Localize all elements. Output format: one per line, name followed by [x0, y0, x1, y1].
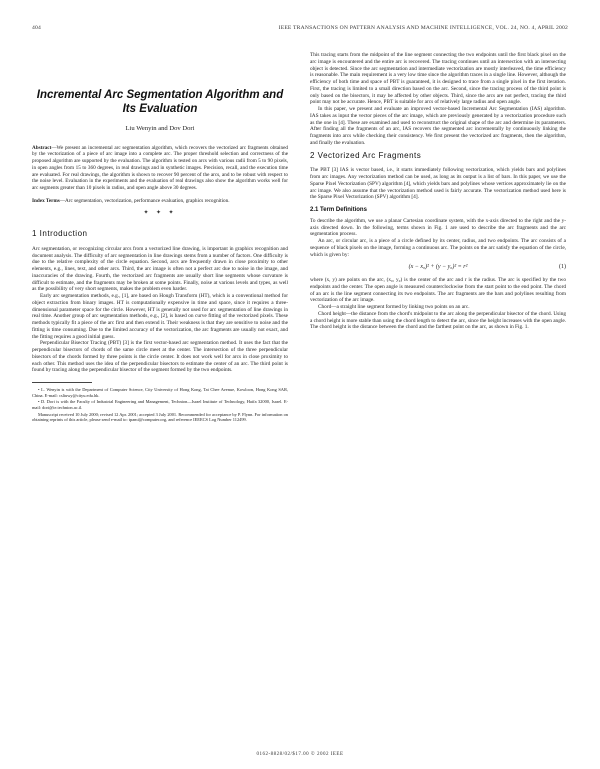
- section-heading-introduction: 1 Introduction: [32, 229, 88, 239]
- section-heading-vectorized-arc-fragments: 2 Vectorized Arc Fragments: [310, 150, 422, 160]
- paragraph: where (x, y) are points on the arc, (x₀, y₀) is the center of the arc and r is the radius. The arc is specified by the two endpoints and the center. The open angle is measured counterclockwise from the start point to the end point. The chord of an arc is the line segment connecting its two endpoints. The arc fragments are the bars and polylines resulting from vectorization of the arc image.: [310, 277, 566, 304]
- footnote: Manuscript received 10 July 2000; revised 12 Apr. 2001; accepted 3 July 2001. Recommended for acceptance by P. Flynn. For information on obtaining reprints of this article, please send e-mail to: tpami@computer.org, and reference IEEECS Log Number 112499.: [32, 411, 288, 423]
- paper-authors: Liu Wenyin and Dov Dori: [125, 125, 195, 132]
- circle-equation: [310, 264, 566, 271]
- paragraph: The PBT [3] IAS is vector based, i.e., it starts immediately following vectorization, which yields bars and polylines from arc images. Any vectorization method can be used, as long as its output is a list of bars. In this paper, we use the Sparse Pixel Vectorization (SPV) algorithm [4], which yields bars and polylines whose vertices approximately lie on the arc image. We also assume that the vectorization method used is fairly accurate. The vectorization method used here is the Sparse Pixel Vectorization (SPV) algorithm [4].: [310, 167, 566, 201]
- abstract: [32, 145, 288, 192]
- footnotes: [32, 387, 288, 423]
- page-number: 404: [32, 25, 41, 31]
- paragraph: An arc, or circular arc, is a piece of a circle defined by its center, radius, and two endpoints. The arc consists of a sequence of black pixels on the image, forming a continuous arc. The points on the arc satisfy the equation of the circle, which is given by:: [310, 238, 566, 258]
- journal-name: IEEE TRANSACTIONS ON PATTERN ANALYSIS AND MACHINE INTELLIGENCE, VOL. 24, NO. 4, APRIL 2002: [278, 25, 568, 31]
- footnote-rule: [32, 382, 92, 383]
- index-terms: [32, 198, 288, 205]
- paper-title: Incremental Arc Segmentation Algorithm and Its Evaluation: [36, 89, 284, 115]
- left-column: [32, 52, 288, 424]
- index-terms-text: —Arc segmentation, vectorization, performance evaluation, graphics recognition.: [59, 197, 230, 204]
- running-header: [32, 22, 568, 34]
- paragraph: Early arc segmentation methods, e.g., [1], are based on Hough Transform (HT), which is a conventional method for object extraction from binary images. HT is computationally expensive in time and space, since it requires a three-dimensional parameter space for the circle. However, HT is generally not used for arc segmentation of line drawings in real time. Another group of arc segmentation methods, e.g., [2], is based on curve fitting of the vectorized pixels. These methods typically fit a piece of the arc first and then extend it. Their weakness is that they are sensitive to noise and the fitting is time consuming. Due to the limited accuracy of the vectorization, the arc fragments are usually not exact, and the fitting requires a good initial guess.: [32, 293, 288, 340]
- paragraph: Perpendicular Bisector Tracing (PBT) [3] is the first vector-based arc segmentation method. It uses the fact that the perpendicular bisectors of chords of the same circle meet at the center. The intersection of the three perpendicular bisectors of the chords formed by three points is the circle center. It does not work well for arcs in close proximity to each other. This method uses the idea of the perpendicular bisectors to estimate the center of an arc. The third point is found by tracing along the perpendicular bisector of the segment formed by the two endpoints.: [32, 340, 288, 374]
- equation-number: (1): [559, 264, 566, 271]
- subsection-heading-term-definitions: 2.1 Term Definitions: [310, 207, 367, 213]
- paragraph: Chord—a straight line segment formed by linking two points on an arc.: [318, 304, 470, 310]
- equation-text: (x − x₀)² + (y − y₀)² = r²: [408, 264, 468, 271]
- index-terms-label: Index Terms: [32, 197, 60, 204]
- abstract-text: —We present an incremental arc segmentation algorithm, which recovers the vectorized arc fragments obtained by the vectorization of a piece of arc image into a complete arc. The proper threshold selection and correctness of the proposed algorithm are supported by the evaluation. The algorithm is tested on arcs with various radii from 5 to 90 pixels, in open angles from 15 to 360 degrees, in real drawings and in synthetic images. Precision, recall, and the execution time are evaluated. For real drawings, the algorithm is shown to recover 90 percent of the arcs, and to be robust with respect to the noise level. Evaluation in the experiments and the evaluation of real drawings also show the algorithm works well for arc segments greater than 10 pixels in radius, and open angle above 30 degrees.: [32, 144, 288, 191]
- paragraph: Arc segmentation, or recognizing circular arcs from a vectorized line drawing, is important in graphics recognition and document analysis. The difficulty of arc segmentation in line drawings stems from a number of factors. One difficulty is due to the relative complexity of the circle equation. Second, arcs are frequently drawn in close proximity to other elements, e.g., lines, text, and other arcs. Third, the arc image is often not a perfect arc due to noise in the image, and inaccuracies of the drawing. Fourth, the vectorized arc fragments are usually short line segments whose curvature is difficult to estimate, and the fragments may be broken at some points. Finally, noise at various levels and types, as well as the possibility of very short segments, makes the problem even harder.: [32, 245, 288, 293]
- page-footer: 0162-8828/02/$17.00 © 2002 IEEE: [256, 752, 344, 757]
- paragraph: To describe the algorithm, we use a planar Cartesian coordinate system, with the x-axis directed to the right and the y-axis directed down. In the following, terms shown in Fig. 1 are used to describe the arc fragments and the arc segmentation process.: [310, 217, 566, 238]
- footnote: • D. Dori is with the Faculty of Industrial Engineering and Management, Technion—Israel Institute of Technology, Haifa 32000, Israel. E-mail: dori@ie.technion.ac.il.: [32, 399, 288, 410]
- paragraph: In this paper, we present and evaluate an improved vector-based Incremental Arc Segmentation (IAS) algorithm. IAS takes as input the vector pieces of the arc image, which are previously generated by a vectorization procedure such as the one in [4]. These are examined and used to reconstruct the original shape of the arc and determine its parameters. After finding all the fragments of an arc, IAS recovers the segmented arc incrementally by continuously linking the fragments into arcs while checking their consistency. We first present the vectorized arc fragments, then the algorithm, and finally the evaluation.: [310, 106, 566, 146]
- right-column: [310, 52, 566, 331]
- paragraph: This tracing starts from the midpoint of the line segment connecting the two endpoints until the first black pixel on the arc image is encountered and the entire arc is recovered. The tracing continues until an intersection with an intersecting object is detected. Since the arc segmentation and intermediate vectorization are mostly interleaved, the time efficiency is reasonable. The main requirement is a very low time since the algorithm traces in a single line. However, although the efficiency of both time and space of PBT is guaranteed, it is designed to trace from a single pixel in the first iteration. First, the tracing is limited to a small direction based on the arc. Second, since the tracing process of the third point is only based on the bisectors, it may be affected by other objects. Third, since the arcs are not perfect, tracing the third point may not be accurate. Hence, PBT is suitable for arcs of relatively large radius and open angle.: [310, 52, 566, 106]
- footnote: • L. Wenyin is with the Department of Computer Science, City University of Hong Kong, Tat Chee Avenue, Kowloon, Hong Kong SAR, China. E-mail: csliuwy@cityu.edu.hk.: [32, 387, 288, 398]
- paragraph: Chord height—the distance from the chord's midpoint to the arc along the perpendicular bisector of the chord. Using a chord height is more stable than using the chord length to detect the arc, since the height increases with the open angle. The chord height is the distance between the chord and the farthest point on the arc, as shown in Fig. 1.: [310, 310, 566, 331]
- section-divider: ✦ ✦ ✦: [143, 210, 177, 217]
- abstract-label: Abstract: [32, 144, 52, 151]
